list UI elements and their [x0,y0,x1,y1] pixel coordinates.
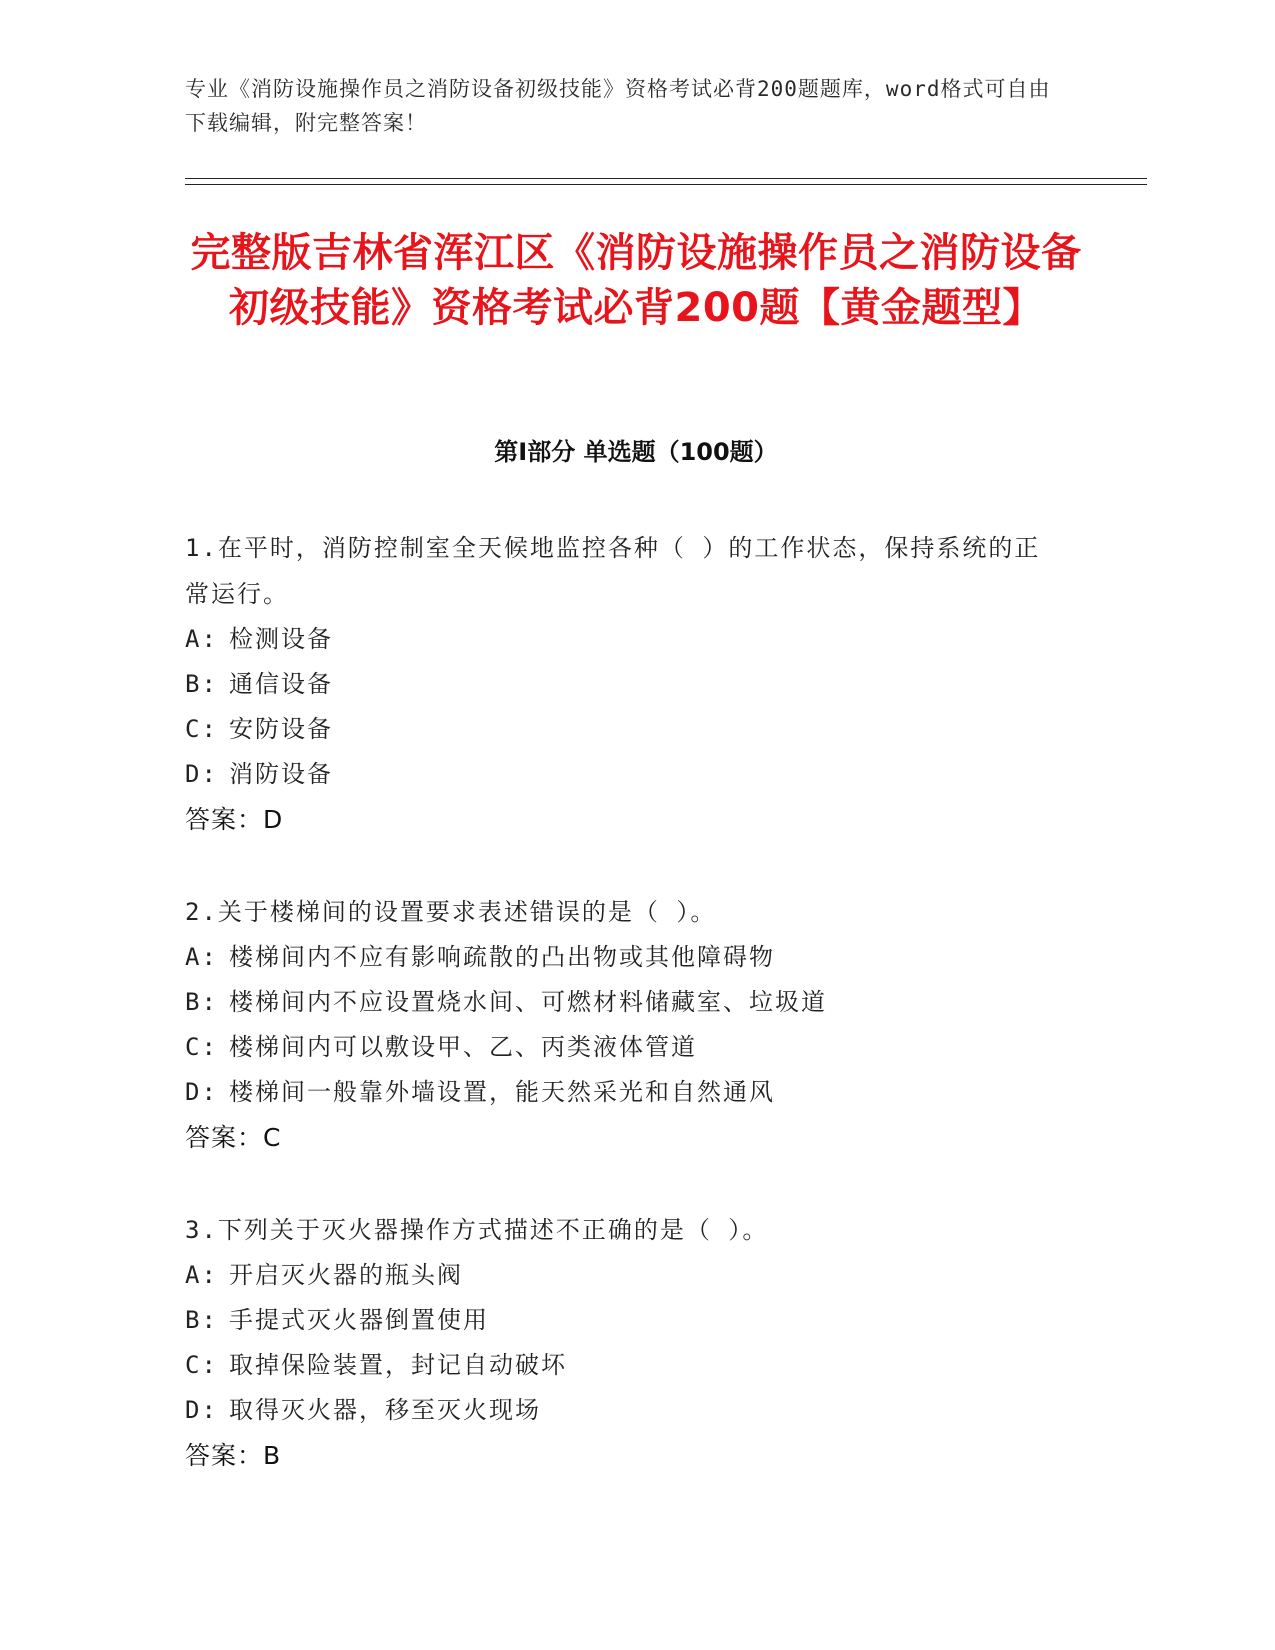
question-item [185,889,1065,1161]
option-key: D: [185,1078,218,1106]
question-stem: 1.在平时，消防控制室全天候地监控各种（ ）的工作状态，保持系统的正常运行。 [185,534,1041,608]
option-a [185,617,1065,662]
option-key: A: [185,625,218,653]
header-rule-bottom [185,184,1147,185]
option-key: A: [185,1261,218,1289]
answer-line: 答案：C [185,1123,282,1152]
option-c [185,707,1065,752]
option-a [185,935,1065,980]
option-key: D: [185,760,218,788]
option-c [185,1343,1065,1388]
option-c [185,1025,1065,1070]
option-d [185,752,1065,797]
option-text: 安防设备 [229,715,333,743]
option-key: C: [185,1033,218,1061]
question-stem: 2.关于楼梯间的设置要求表述错误的是（ ）。 [185,898,717,926]
answer-line: 答案：B [185,1441,282,1470]
answer-line: 答案：D [185,805,284,834]
section-title: 第Ⅰ部分 单选题（100题） [494,438,778,466]
option-key: B: [185,1306,218,1334]
option-text: 楼梯间一般靠外墙设置，能天然采光和自然通风 [229,1078,775,1106]
question-item [185,1207,1065,1479]
question-list [185,525,1065,1525]
option-b [185,662,1065,707]
header-rule-top [185,178,1147,179]
question-item [185,525,1065,843]
question-stem: 3.下列关于灭火器操作方式描述不正确的是（ ）。 [185,1216,769,1244]
option-b [185,980,1065,1025]
option-text: 取掉保险装置，封记自动破坏 [229,1351,567,1379]
option-text: 开启灭火器的瓶头阀 [229,1261,463,1289]
option-key: B: [185,670,218,698]
option-key: D: [185,1396,218,1424]
option-text: 取得灭火器，移至灭火现场 [229,1396,541,1424]
option-text: 通信设备 [229,670,333,698]
option-text: 楼梯间内可以敷设甲、乙、丙类液体管道 [229,1033,697,1061]
option-d [185,1070,1065,1115]
header-note: 专业《消防设施操作员之消防设备初级技能》资格考试必背200题题库，word格式可自由下载编辑，附完整答案！ [185,77,1051,135]
option-d [185,1388,1065,1433]
document-title: 完整版吉林省浑江区《消防设施操作员之消防设备初级技能》资格考试必背200题【黄金题型】 [190,230,1082,331]
option-text: 消防设备 [229,760,333,788]
option-a [185,1253,1065,1298]
option-b [185,1298,1065,1343]
option-text: 检测设备 [229,625,333,653]
option-text: 楼梯间内不应设置烧水间、可燃材料储藏室、垃圾道 [229,988,827,1016]
option-key: A: [185,943,218,971]
option-text: 楼梯间内不应有影响疏散的凸出物或其他障碍物 [229,943,775,971]
option-text: 手提式灭火器倒置使用 [229,1306,489,1334]
option-key: C: [185,1351,218,1379]
option-key: B: [185,988,218,1016]
option-key: C: [185,715,218,743]
